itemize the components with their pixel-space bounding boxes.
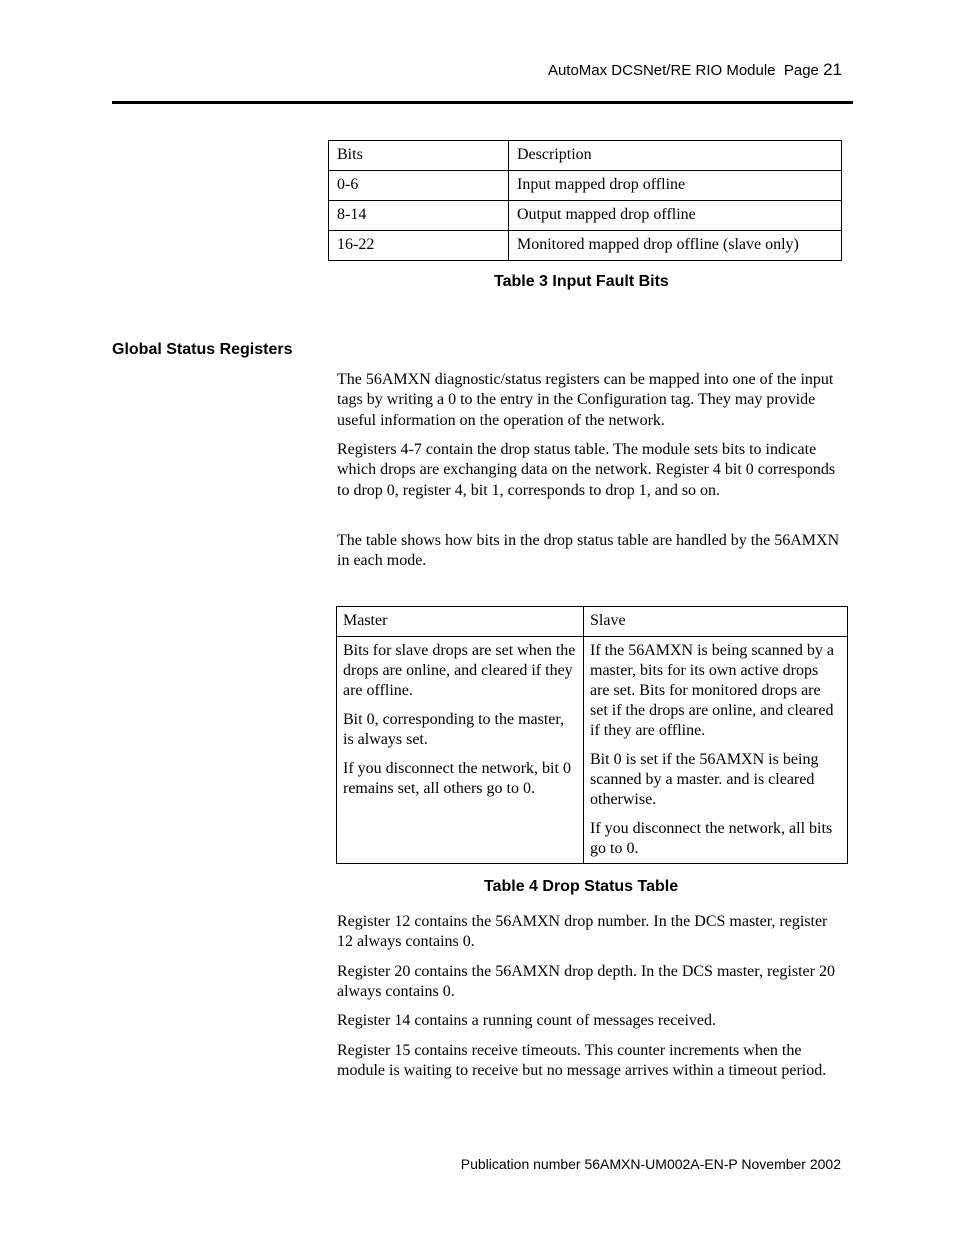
cell-paragraph: Bit 0, corresponding to the master, is always set. <box>343 711 565 748</box>
body-paragraph: Register 20 contains the 56AMXN drop depth. In the DCS master, register 20 always contains 0. <box>337 963 835 1001</box>
master-cell <box>337 637 584 864</box>
page-footer: Publication number 56AMXN-UM002A-EN-P November 2002 <box>460 1156 841 1172</box>
table-cell: Input mapped drop offline <box>509 171 842 201</box>
cell-paragraph: Bits for slave drops are set when the drops are online, and cleared if they are offline. <box>343 642 576 699</box>
header-rule <box>112 101 853 104</box>
body-paragraph: Register 15 contains receive timeouts. This counter increments when the module is waiting to receive but no message arrives within a timeout period. <box>337 1042 827 1080</box>
page-number: 21 <box>823 60 842 79</box>
table-row <box>329 171 842 201</box>
table-header-cell: Slave <box>584 607 848 637</box>
cell-paragraph: If the 56AMXN is being scanned by a master, bits for its own active drops are set. Bits for monitored drops are set if the drops are online, and cleared if they are offline. <box>590 642 834 739</box>
document-title: AutoMax DCSNet/RE RIO Module <box>547 62 776 79</box>
section-heading: Global Status Registers <box>112 341 293 358</box>
table-caption: Table 3 Input Fault Bits <box>494 273 669 290</box>
body-paragraph: Registers 4-7 contain the drop status table. The module sets bits to indicate which drops are exchanging data on the network. Register 4 bit 0 corresponds to drop 0, register 4, bit 1, corresponds to drop 1, and so on. <box>337 441 836 499</box>
page-header <box>548 60 842 80</box>
table-cell: 8-14 <box>329 201 509 231</box>
table-cell: 16-22 <box>329 231 509 261</box>
page-label: Page <box>783 62 819 79</box>
table-row <box>329 231 842 261</box>
cell-paragraph: Bit 0 is set if the 56AMXN is being scanned by a master. and is cleared otherwise. <box>590 751 819 808</box>
table-cell: 0-6 <box>329 171 509 201</box>
table-caption: Table 4 Drop Status Table <box>484 878 679 895</box>
table-header-cell: Master <box>337 607 584 637</box>
body-paragraph: The table shows how bits in the drop status table are handled by the 56AMXN in each mode. <box>337 532 840 570</box>
slave-cell <box>584 637 848 864</box>
body-paragraph: Register 14 contains a running count of messages received. <box>337 1012 716 1029</box>
input-fault-bits-table <box>328 140 842 261</box>
table-header-row <box>337 607 848 637</box>
drop-status-table <box>336 606 848 864</box>
table-cell: Monitored mapped drop offline (slave only) <box>509 231 842 261</box>
body-paragraph: The 56AMXN diagnostic/status registers can be mapped into one of the input tags by writing a 0 to the entry in the Configuration tag. They may provide useful information on the operation of the network. <box>337 371 834 429</box>
cell-paragraph: If you disconnect the network, bit 0 remains set, all others go to 0. <box>343 760 571 797</box>
table-header-cell: Bits <box>329 141 509 171</box>
table-row <box>337 637 848 864</box>
body-paragraph: Register 12 contains the 56AMXN drop number. In the DCS master, register 12 always contains 0. <box>337 913 828 951</box>
table-row <box>329 201 842 231</box>
table-header-cell: Description <box>509 141 842 171</box>
table-cell: Output mapped drop offline <box>509 201 842 231</box>
table-header-row <box>329 141 842 171</box>
cell-paragraph: If you disconnect the network, all bits go to 0. <box>590 820 833 857</box>
